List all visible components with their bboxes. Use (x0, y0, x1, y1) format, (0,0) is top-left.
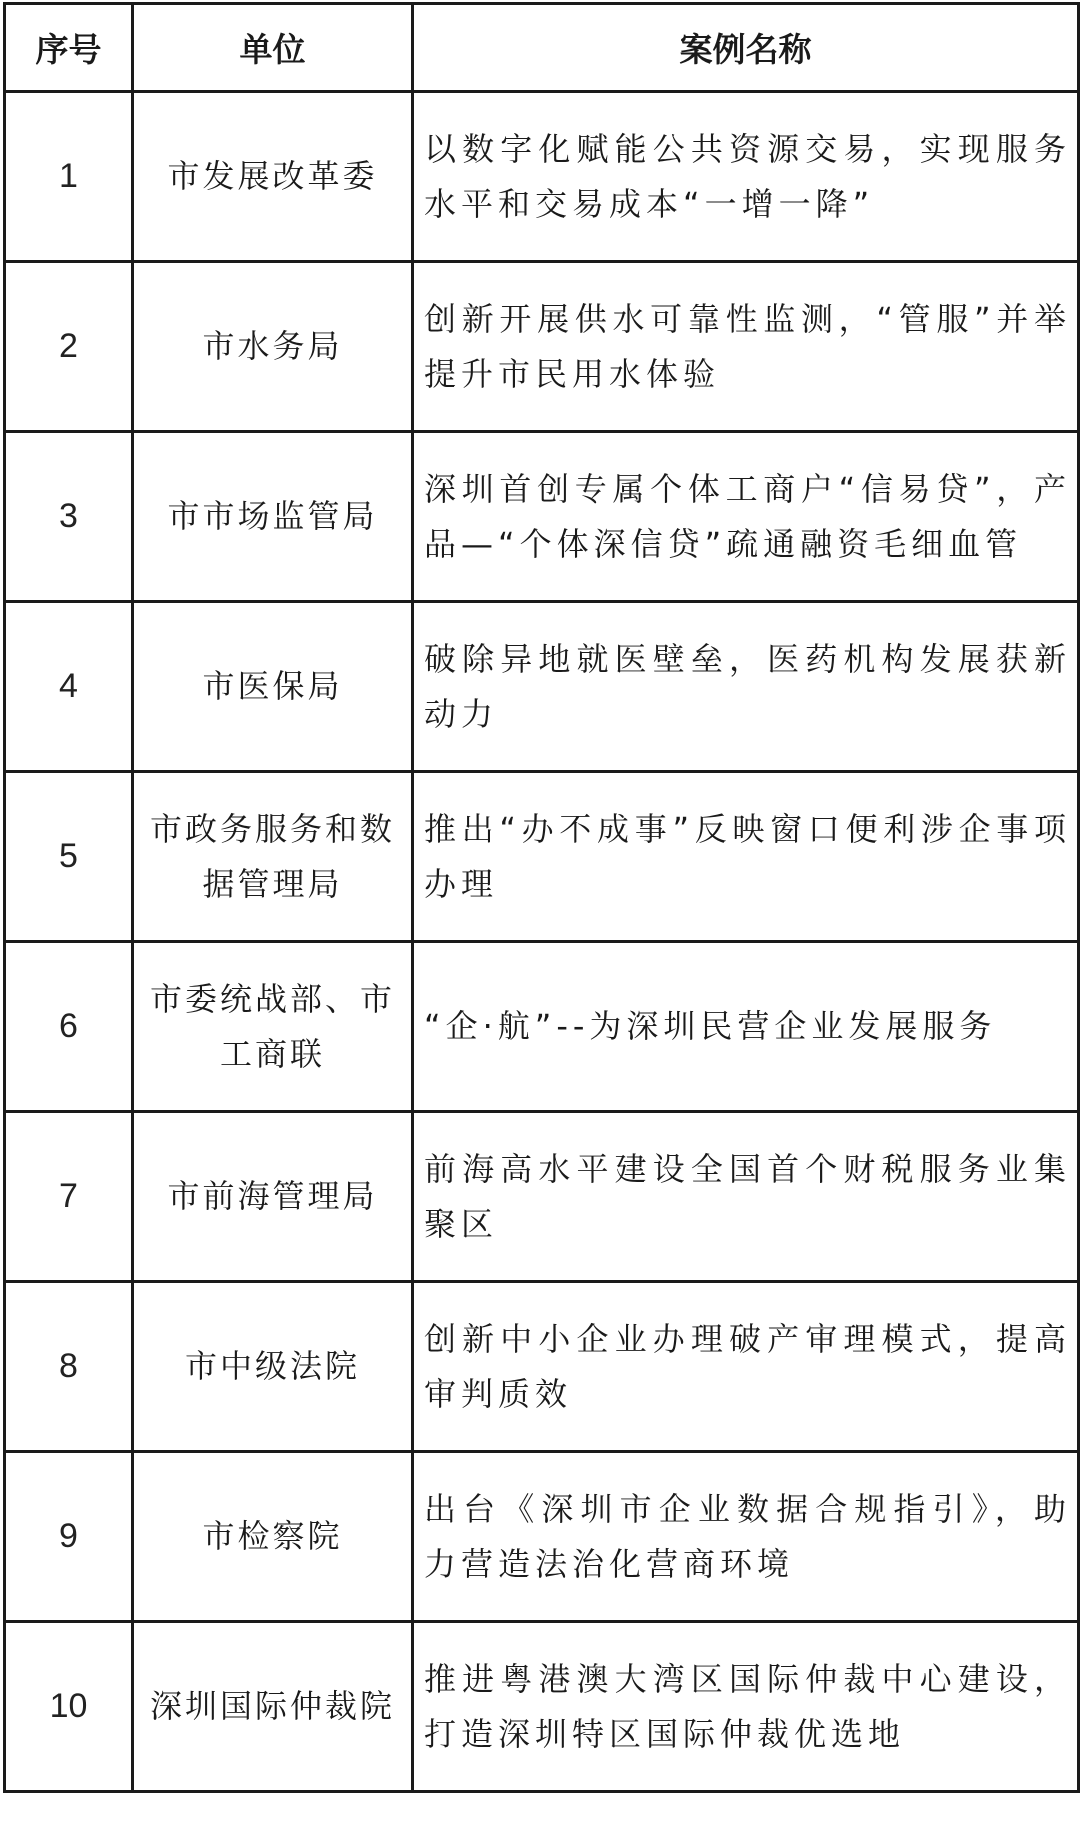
table-row (5, 942, 1079, 1112)
row-case: 创新中小企业办理破产审理模式，提高审判质效 (413, 1282, 1079, 1452)
table-row (5, 1112, 1079, 1282)
row-unit: 市前海管理局 (133, 1112, 413, 1282)
row-case: 前海高水平建设全国首个财税服务业集聚区 (413, 1112, 1079, 1282)
cases-table (3, 2, 1080, 1793)
row-seq: 8 (5, 1282, 133, 1452)
row-unit: 市中级法院 (133, 1282, 413, 1452)
row-case: 推出“办不成事”反映窗口便利涉企事项办理 (413, 772, 1079, 942)
row-unit: 市市场监管局 (133, 432, 413, 602)
table-row (5, 602, 1079, 772)
row-case: 以数字化赋能公共资源交易，实现服务水平和交易成本“一增一降” (413, 92, 1079, 262)
row-case: 深圳首创专属个体工商户“信易贷”，产品—“个体深信贷”疏通融资毛细血管 (413, 432, 1079, 602)
row-unit: 市医保局 (133, 602, 413, 772)
row-unit: 深圳国际仲裁院 (133, 1622, 413, 1792)
row-seq: 1 (5, 92, 133, 262)
row-unit: 市委统战部、市工商联 (133, 942, 413, 1112)
row-unit: 市检察院 (133, 1452, 413, 1622)
row-seq: 7 (5, 1112, 133, 1282)
row-seq: 5 (5, 772, 133, 942)
row-seq: 2 (5, 262, 133, 432)
table-row (5, 92, 1079, 262)
row-case: 创新开展供水可靠性监测，“管服”并举提升市民用水体验 (413, 262, 1079, 432)
row-unit: 市水务局 (133, 262, 413, 432)
header-row (5, 4, 1079, 92)
row-seq: 10 (5, 1622, 133, 1792)
row-case: 破除异地就医壁垒，医药机构发展获新动力 (413, 602, 1079, 772)
table-row (5, 1282, 1079, 1452)
table-row (5, 432, 1079, 602)
header-unit: 单位 (133, 4, 413, 92)
row-unit: 市政务服务和数据管理局 (133, 772, 413, 942)
table-header (5, 4, 1079, 92)
row-seq: 9 (5, 1452, 133, 1622)
row-unit: 市发展改革委 (133, 92, 413, 262)
table-body (5, 92, 1079, 1792)
row-seq: 3 (5, 432, 133, 602)
row-case: 推进粤港澳大湾区国际仲裁中心建设，打造深圳特区国际仲裁优选地 (413, 1622, 1079, 1792)
table-row (5, 1452, 1079, 1622)
row-seq: 4 (5, 602, 133, 772)
row-case: 出台《深圳市企业数据合规指引》，助力营造法治化营商环境 (413, 1452, 1079, 1622)
row-seq: 6 (5, 942, 133, 1112)
table-row (5, 772, 1079, 942)
table-row (5, 1622, 1079, 1792)
row-case: “企·航”--为深圳民营企业发展服务 (413, 942, 1079, 1112)
table-row (5, 262, 1079, 432)
header-seq: 序号 (5, 4, 133, 92)
header-case: 案例名称 (413, 4, 1079, 92)
